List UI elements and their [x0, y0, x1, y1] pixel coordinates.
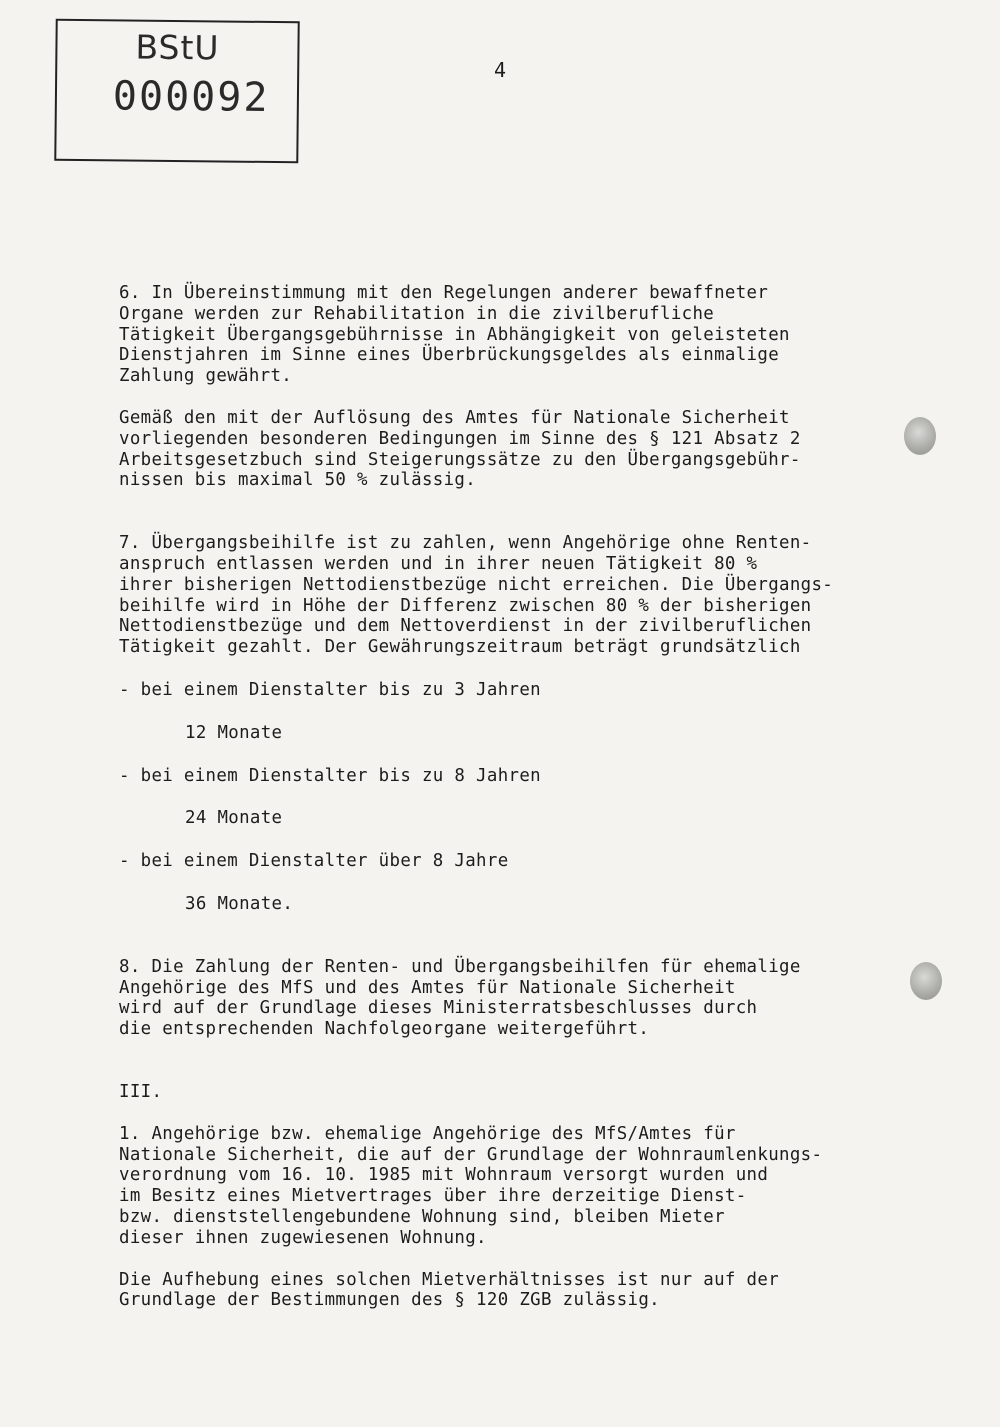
list-item-duration: 36 Monate.	[185, 893, 294, 914]
text-line: Nettodienstbezüge und dem Nettoverdienst in der zivilberuflichen	[119, 616, 812, 637]
text-line: Nationale Sicherheit, die auf der Grundlage der Wohnraumlenkungs-	[119, 1144, 823, 1165]
text-line: beihilfe wird in Höhe der Differenz zwischen 80 % der bisherigen	[119, 595, 812, 616]
part-3	[119, 1082, 949, 1311]
text-line: 7. Übergangsbeihilfe ist zu zahlen, wenn Angehörige ohne Renten-	[119, 533, 812, 554]
section-8	[119, 957, 949, 1040]
text-line: vorliegenden besonderen Bedingungen im Sinne des § 121 Absatz 2	[119, 428, 801, 449]
list-item-duration: 24 Monate	[185, 808, 283, 829]
section-7	[119, 533, 949, 915]
text-line: im Besitz eines Mietvertrages über ihre derzeitige Dienst-	[119, 1186, 747, 1207]
text-line: Arbeitsgesetzbuch sind Steigerungssätze zu den Übergangsgebühr-	[119, 449, 801, 470]
text-line: bzw. dienststellengebundene Wohnung sind, bleiben Mieter	[119, 1206, 725, 1227]
list-item-condition: - bei einem Dienstalter bis zu 8 Jahren	[119, 765, 541, 786]
text-line: 6. In Übereinstimmung mit den Regelungen anderer bewaffneter	[119, 283, 769, 303]
text-line: dieser ihnen zugewiesenen Wohnung.	[119, 1227, 487, 1248]
text-line: Grundlage der Bestimmungen des § 120 ZGB zulässig.	[119, 1290, 661, 1311]
text-line: Organe werden zur Rehabilitation in die zivilberufliche	[119, 303, 715, 324]
archive-stamp	[54, 19, 299, 164]
document-body	[119, 283, 949, 1311]
list-item-condition: - bei einem Dienstalter bis zu 3 Jahren	[119, 679, 541, 700]
text-line: ihrer bisherigen Nettodienstbezüge nicht erreichen. Die Übergangs-	[119, 574, 834, 595]
text-line: Tätigkeit Übergangsgebührnisse in Abhängigkeit von geleisteten	[119, 324, 790, 345]
list-item-condition: - bei einem Dienstalter über 8 Jahre	[119, 851, 509, 872]
text-line: Die Aufhebung eines solchen Mietverhältnisses ist nur auf der	[119, 1269, 780, 1290]
stamp-page-number: 000092	[112, 73, 270, 121]
stamp-archive-name: BStU	[135, 27, 220, 68]
text-line: verordnung vom 16. 10. 1985 mit Wohnraum versorgt wurden und	[119, 1165, 769, 1186]
section-heading: III.	[119, 1081, 163, 1102]
text-line: anspruch entlassen werden und in ihrer neuen Tätigkeit 80 %	[119, 553, 758, 574]
text-line: 8. Die Zahlung der Renten- und Übergangsbeihilfen für ehemalige	[119, 956, 801, 977]
list-item-duration: 12 Monate	[185, 722, 283, 743]
text-line: nissen bis maximal 50 % zulässig.	[119, 470, 477, 491]
text-line: Gemäß den mit der Auflösung des Amtes für Nationale Sicherheit	[119, 407, 790, 428]
page-number: 4	[494, 58, 507, 82]
text-line: Angehörige des MfS und des Amtes für Nationale Sicherheit	[119, 977, 736, 998]
text-line: 1. Angehörige bzw. ehemalige Angehörige des MfS/Amtes für	[119, 1123, 736, 1144]
text-line: Zahlung gewährt.	[119, 366, 293, 387]
text-line: wird auf der Grundlage dieses Ministerratsbeschlusses durch	[119, 998, 758, 1019]
text-line: Dienstjahren im Sinne eines Überbrückungsgeldes als einmalige	[119, 345, 780, 366]
text-line: die entsprechenden Nachfolgeorgane weitergeführt.	[119, 1019, 650, 1040]
text-line: Tätigkeit gezahlt. Der Gewährungszeitraum beträgt grundsätzlich	[119, 637, 801, 658]
section-6	[119, 283, 949, 491]
